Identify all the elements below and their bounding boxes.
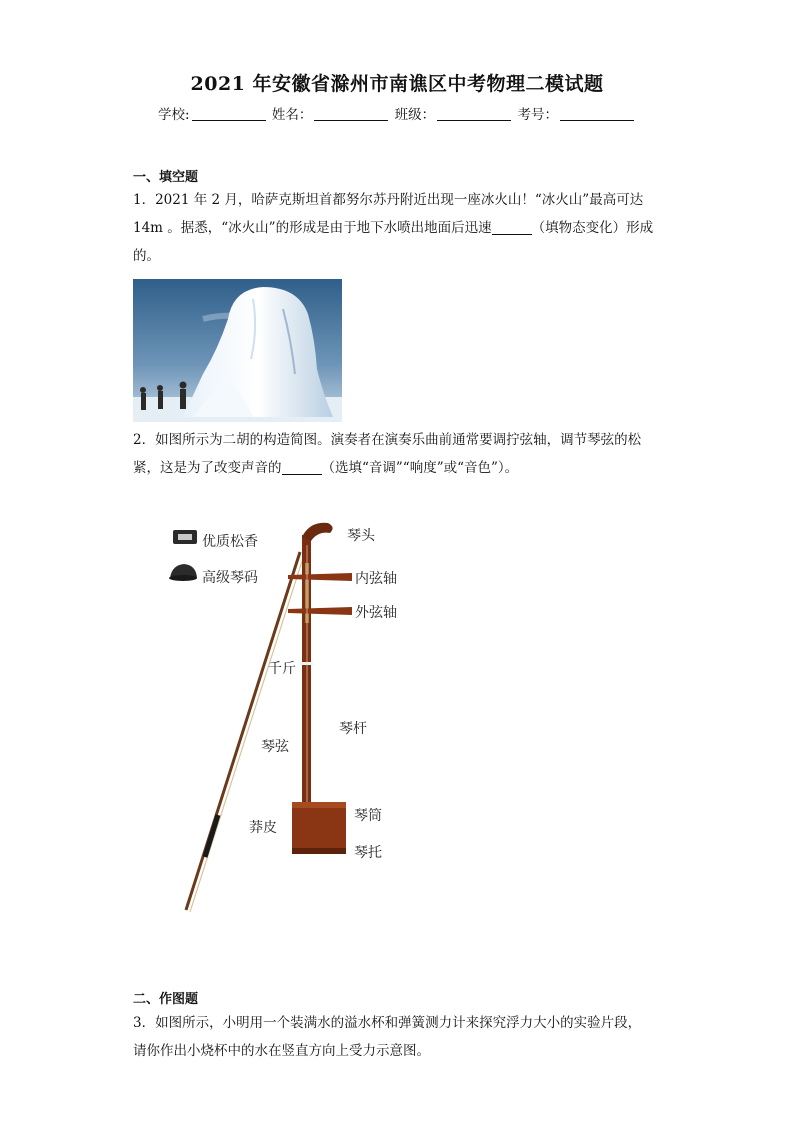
section-fill-in-title: 一、填空题 [133, 170, 199, 185]
label-qianjin: 千斤 [268, 661, 296, 677]
id-label: 考号： [517, 107, 558, 123]
student-info-line [0, 103, 794, 123]
class-label: 班级： [394, 107, 436, 123]
label-bridge: 高级琴码 [202, 570, 258, 586]
q1-line1: 1．2021 年 2 月，哈萨克斯坦首都努尔苏丹附近出现一座冰火山！“冰火山”最高可达 [133, 192, 644, 208]
label-neck: 琴杆 [339, 721, 367, 737]
q2-line2: 紧，这是为了改变声音的 （选填“音调”“响度”或“音色”）。 [133, 460, 519, 476]
q3-line1: 3．如图所示，小明用一个装满水的溢水杯和弹簧测力计来探究浮力大小的实验片段， [133, 1015, 642, 1031]
q1-line3: 的。 [133, 248, 160, 264]
label-outer-peg: 外弦轴 [355, 605, 397, 621]
q1-line2: 14m 。据悉，“冰火山”的形成是由于地下水喷出地面后迅速 （填物态变化）形成 [133, 220, 654, 236]
page-title: 2021 年安徽省滁州市南谯区中考物理二模试题 [190, 73, 604, 95]
outer-peg [288, 607, 352, 615]
ice-volcano-photo [133, 279, 342, 422]
resonator [292, 802, 346, 854]
bow-hair [190, 555, 304, 912]
label-head: 琴头 [347, 528, 375, 544]
q1-answer-blank[interactable] [492, 220, 532, 235]
qianjin-mark [300, 662, 313, 665]
q3-line2: 请你作出小烧杯中的水在竖直方向上受力示意图。 [133, 1043, 430, 1059]
label-skin: 莽皮 [249, 820, 277, 836]
label-rosin: 优质松香 [202, 534, 258, 550]
section-drawing-title: 二、作图题 [133, 992, 199, 1007]
name-blank[interactable] [314, 107, 388, 121]
bow-grip [205, 815, 218, 857]
question-2 [133, 426, 673, 482]
label-inner-peg: 内弦轴 [355, 571, 397, 587]
name-label: 姓名： [271, 107, 313, 123]
question-1 [133, 186, 673, 270]
label-resonator: 琴筒 [354, 808, 382, 824]
label-base: 琴托 [354, 845, 382, 861]
question-3 [133, 1009, 673, 1065]
school-blank[interactable] [192, 107, 266, 121]
q2-line1: 2．如图所示为二胡的构造简图。演奏者在演奏乐曲前通常要调拧弦轴，调节琴弦的松 [133, 432, 642, 448]
label-string: 琴弦 [261, 739, 289, 755]
class-blank[interactable] [437, 107, 511, 121]
school-label: 学校: [158, 107, 190, 123]
q2-answer-blank[interactable] [282, 460, 322, 475]
head-scroll [302, 523, 333, 541]
id-blank[interactable] [560, 107, 634, 121]
